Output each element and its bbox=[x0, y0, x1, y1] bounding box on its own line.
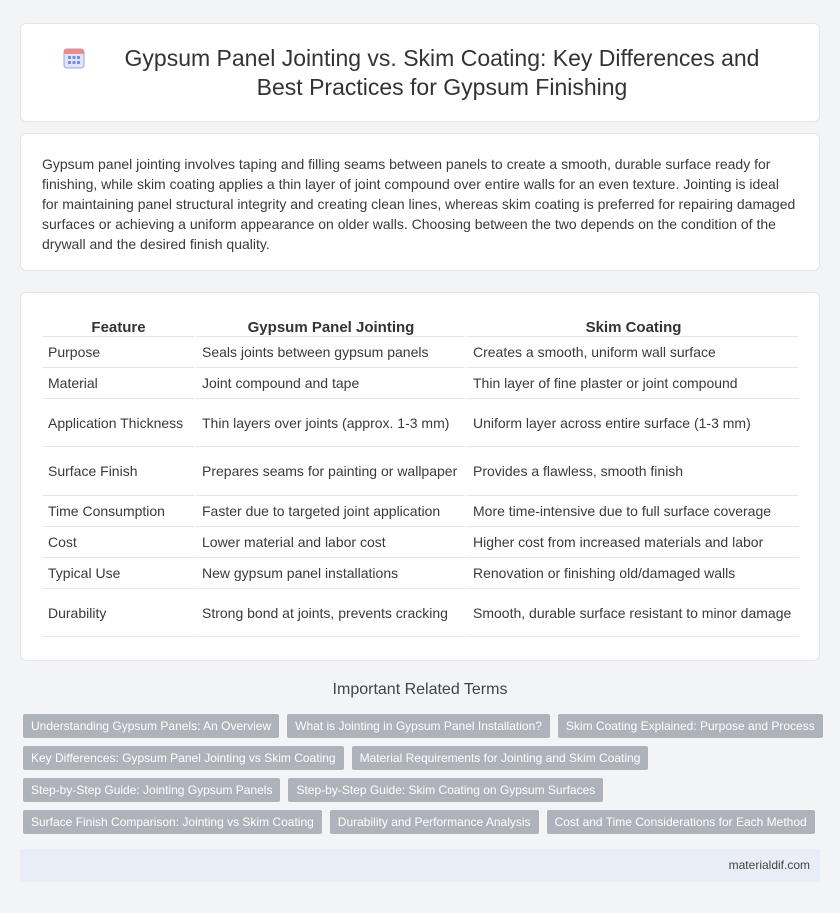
intro-card bbox=[20, 133, 820, 271]
table-row bbox=[43, 337, 799, 368]
header-card bbox=[20, 23, 820, 122]
related-term-link[interactable]: Material Requirements for Jointing and Skim Coating bbox=[352, 746, 649, 770]
table-cell-skim: Provides a flawless, smooth finish bbox=[465, 447, 799, 496]
tag-row bbox=[23, 810, 823, 834]
table-cell-skim: More time-intensive due to full surface coverage bbox=[465, 496, 799, 527]
related-terms-list bbox=[23, 714, 823, 842]
table-cell-feature: Material bbox=[43, 368, 194, 399]
table-cell-jointing: Thin layers over joints (approx. 1-3 mm) bbox=[194, 399, 465, 447]
table-row bbox=[43, 399, 799, 447]
table-row bbox=[43, 368, 799, 399]
table-cell-feature: Purpose bbox=[43, 337, 194, 368]
table-cell-feature: Application Thickness bbox=[43, 399, 194, 447]
related-term-link[interactable]: Understanding Gypsum Panels: An Overview bbox=[23, 714, 279, 738]
table-cell-jointing: Strong bond at joints, prevents cracking bbox=[194, 589, 465, 637]
table-header-row bbox=[43, 315, 799, 337]
comparison-table-card bbox=[20, 292, 820, 661]
table-cell-jointing: Prepares seams for painting or wallpaper bbox=[194, 447, 465, 496]
table-row bbox=[43, 496, 799, 527]
related-term-link[interactable]: Key Differences: Gypsum Panel Jointing vs Skim Coating bbox=[23, 746, 344, 770]
page-title: Gypsum Panel Jointing vs. Skim Coating: Key Differences and Best Practices for Gypsum Finishing bbox=[124, 45, 760, 100]
table-cell-skim: Thin layer of fine plaster or joint compound bbox=[465, 368, 799, 399]
table-cell-skim: Renovation or finishing old/damaged walls bbox=[465, 558, 799, 589]
table-row bbox=[43, 558, 799, 589]
comparison-table bbox=[43, 315, 799, 637]
table-cell-jointing: Joint compound and tape bbox=[194, 368, 465, 399]
related-term-link[interactable]: Cost and Time Considerations for Each Method bbox=[547, 810, 815, 834]
tag-row bbox=[23, 746, 823, 770]
related-term-link[interactable]: Durability and Performance Analysis bbox=[330, 810, 539, 834]
table-cell-feature: Typical Use bbox=[43, 558, 194, 589]
related-term-link[interactable]: Skim Coating Explained: Purpose and Process bbox=[558, 714, 823, 738]
table-cell-feature: Cost bbox=[43, 527, 194, 558]
table-cell-jointing: Faster due to targeted joint application bbox=[194, 496, 465, 527]
table-cell-jointing: New gypsum panel installations bbox=[194, 558, 465, 589]
related-term-link[interactable]: Surface Finish Comparison: Jointing vs Skim Coating bbox=[23, 810, 322, 834]
table-row bbox=[43, 589, 799, 637]
tag-row bbox=[23, 778, 823, 802]
table-cell-jointing: Lower material and labor cost bbox=[194, 527, 465, 558]
footer bbox=[20, 849, 820, 882]
table-header-feature: Feature bbox=[43, 315, 194, 337]
table-row bbox=[43, 447, 799, 496]
table-cell-jointing: Seals joints between gypsum panels bbox=[194, 337, 465, 368]
related-term-link[interactable]: What is Jointing in Gypsum Panel Installation? bbox=[287, 714, 550, 738]
intro-paragraph: Gypsum panel jointing involves taping and filling seams between panels to create a smooth, durable surface ready for finishing, while skim coating applies a thin layer of joint compound over entire walls for an even texture. Jointing is ideal for maintaining panel structural integrity and creating clean lines, whereas skim coating is preferred for repairing damaged surfaces or achieving a uniform appearance on older walls. Choosing between the two depends on the condition of the drywall and the desired finish quality. bbox=[42, 156, 796, 252]
tag-row bbox=[23, 714, 823, 738]
table-cell-skim: Creates a smooth, uniform wall surface bbox=[465, 337, 799, 368]
table-cell-skim: Uniform layer across entire surface (1-3 mm) bbox=[465, 399, 799, 447]
table-header-jointing: Gypsum Panel Jointing bbox=[194, 315, 465, 337]
table-row bbox=[43, 527, 799, 558]
table-cell-feature: Time Consumption bbox=[43, 496, 194, 527]
table-cell-feature: Durability bbox=[43, 589, 194, 637]
related-term-link[interactable]: Step-by-Step Guide: Jointing Gypsum Panels bbox=[23, 778, 280, 802]
table-cell-feature: Surface Finish bbox=[43, 447, 194, 496]
related-terms-heading: Important Related Terms bbox=[332, 681, 508, 698]
table-header-skim: Skim Coating bbox=[465, 315, 799, 337]
related-term-link[interactable]: Step-by-Step Guide: Skim Coating on Gypsum Surfaces bbox=[288, 778, 603, 802]
footer-site-name[interactable]: materialdif.com bbox=[728, 858, 810, 872]
table-cell-skim: Smooth, durable surface resistant to minor damage bbox=[465, 589, 799, 637]
table-cell-skim: Higher cost from increased materials and labor bbox=[465, 527, 799, 558]
calendar-grid-icon bbox=[63, 47, 85, 69]
